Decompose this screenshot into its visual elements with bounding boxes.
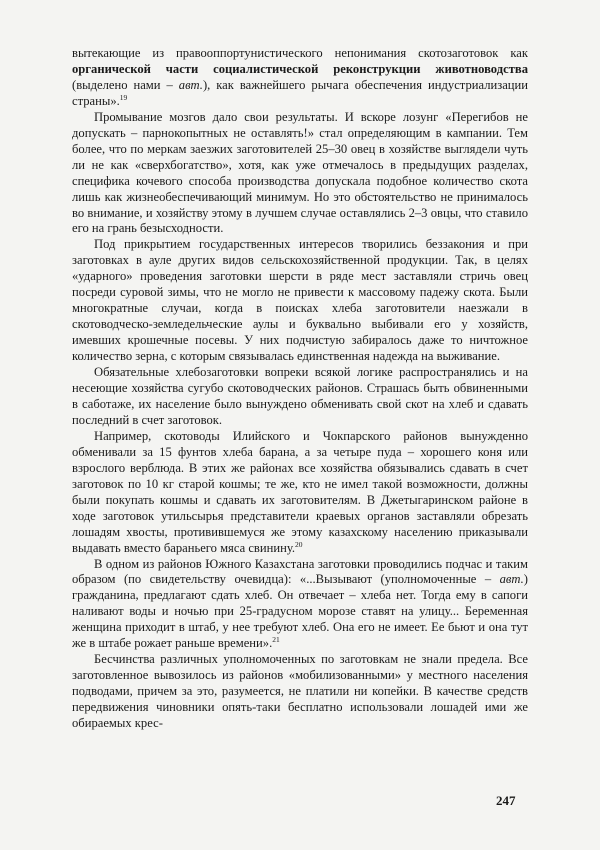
paragraph	[72, 429, 528, 557]
text-segment: вытекающие из правооппортунистического непонимания скотозаготовок как	[72, 46, 528, 60]
paragraph	[72, 557, 528, 653]
text-segment: Например, скотоводы Илийского и Чокпарского районов вынужденно обменивали за 15 фунтов хлеба барана, а за четыре пуда – хорошего коня или взрослого верблюда. В этих же районах все хозяйства обязывались сдавать в счет заготовок по 10 кг старой кошмы; те же, кто не имел такой возможности, должны были покупать кошмы и сдавать их заготовителям. В Джетыгаринском районе в ходе заготовок утильсырья представители краевых органов заставляли обрезать лошадям хвосты, противившемуся же этому казахскому населению приказывали выдавать вместо бараньего мяса свинину.	[72, 428, 528, 555]
paragraph	[72, 237, 528, 365]
text-segment: ), как важнейшего рычага обеспечения индустриализации страны».	[72, 77, 528, 108]
text-segment: органической части социалистической реконструкции животноводства	[72, 61, 528, 76]
page-number: 247	[496, 793, 516, 808]
text-segment: авт.	[499, 572, 524, 587]
text-segment: авт.	[178, 77, 203, 92]
paragraph	[72, 652, 528, 732]
text-segment: Промывание мозгов дало свои результаты. И вскоре лозунг «Перегибов не допускать – парнокопытных не оставлять!» стал определяющим в кампании. Тем более, что по меркам заезжих заготовителей 25–30 овец в хозяйстве выглядели чуть ли не как «сверхбогатство», хотя, как уже отмечалось в предыдущих разделах, специфика кочевого способа производства допускала подобное количество скота лишь как жизнеобеспечивающий минимум. Но это обстоятельство не принималось во внимание, и хозяйству этому в лучшем случае оставлялись 2–3 овцы, что ставило его на грань безысходности.	[72, 109, 528, 236]
text-segment: Под прикрытием государственных интересов творились беззакония и при заготовках в ауле других видов сельскохозяйственной продукции. Так, в целях «ударного» проведения заготовки шерсти в ряде мест заставляли стричь овец посреди суровой зимы, что не могло не привести к массовому падежу скота. Были многократные случаи, когда в поисках хлеба заготовители наезжали в скотоводческо-земледельческие аулы и буквально выбивали его у хозяйств, имевших крошечные посевы. У них подчистую забиралось даже то ничтожное количество зерна, с которым связывалась единственная надежда на выживание.	[72, 237, 528, 364]
paragraph	[72, 110, 528, 238]
text-segment: Обязательные хлебозаготовки вопреки всякой логике распространялись и на несеющие хозяйства сугубо скотоводческих районов. Страшась быть обвиненными в саботаже, их население было вынуждено обменивать свой скот на хлеб и сдавать последний в счет заготовок.	[72, 365, 528, 427]
text-segment: В одном из районов Южного Казахстана заготовки проводились подчас и таким образом (по свидетельству очевидца): «...Вызывают (уполномоченные –	[72, 556, 528, 587]
footnote-ref: 19	[119, 92, 128, 102]
text-segment: ) гражданина, предлагают сдать хлеб. Он отвечает – хлеба нет. Тогда ему в сапоги наливают воды и ночью при 25-градусном морозе ставят на улицу... Беременная женщина приходит в штаб, у нее требуют хлеб. Она его не имеет. Ее бьют и она тут же в штабе рожает раньше времени».	[72, 572, 528, 651]
footnote-ref: 21	[272, 635, 280, 645]
paragraph	[72, 46, 528, 110]
text-segment: Бесчинства различных уполномоченных по заготовкам не знали предела. Все заготовленное вывозилось из районов «мобилизованными» у местного населения подводами, причем за это, разумеется, не платили ни копейки. В качестве средств передвижения чиновники опять-таки бесплатно использовали лошадей ими же обираемых крес-	[72, 652, 528, 731]
footnote-ref: 20	[295, 539, 303, 549]
paragraph	[72, 365, 528, 429]
page-body	[72, 46, 528, 732]
text-segment: (выделено нами –	[72, 77, 179, 92]
